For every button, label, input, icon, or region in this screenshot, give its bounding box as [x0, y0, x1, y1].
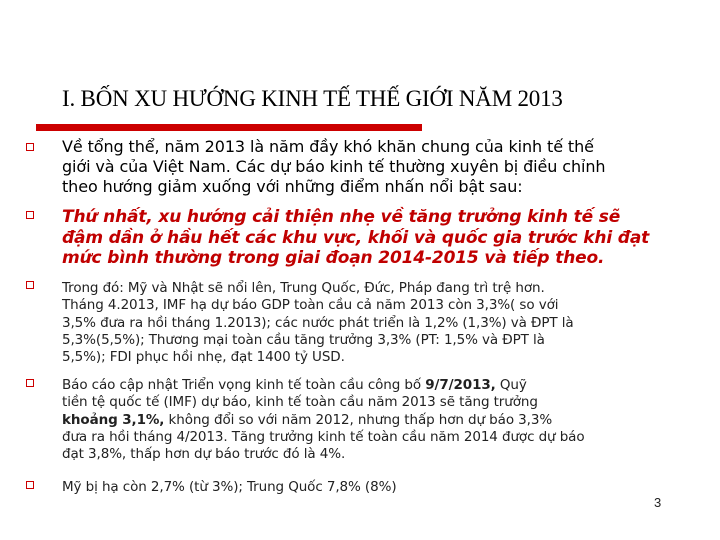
bullet-text-imf-update-july — [62, 377, 702, 463]
text-line: giới và của Việt Nam. Các dự báo kinh tế thường xuyên bị điều chỉnh — [62, 157, 606, 176]
text-line: Về tổng thể, năm 2013 là năm đầy khó khăn chung của kinh tế thế — [62, 137, 594, 156]
bullet-text-us-china — [62, 479, 702, 496]
bullet-square-icon — [26, 281, 34, 289]
text-run-bold: khoảng 3,1%, — [62, 411, 165, 428]
text-line: mức bình thường trong giai đoạn 2014-2015 và tiếp theo. — [62, 248, 605, 268]
bullet-square-icon — [26, 379, 34, 387]
bullet-square-icon — [26, 481, 34, 489]
text-run: Quỹ — [495, 377, 527, 393]
text-line: đưa ra hồi tháng 4/2013. Tăng trưởng kinh tế toàn cầu năm 2014 được dự báo — [62, 428, 585, 445]
text-line: Trong đó: Mỹ và Nhật sẽ nổi lên, Trung Quốc, Đức, Pháp đang trì trệ hơn. — [62, 280, 545, 296]
text-line — [62, 377, 702, 394]
text-line: tiền tệ quốc tế (IMF) dự báo, kinh tế toàn cầu năm 2013 sẽ tăng trưởng — [62, 394, 538, 411]
bullet-text-overview — [62, 137, 702, 197]
slide-title: I. BỐN XU HƯỚNG KINH TẾ THẾ GIỚI NĂM 2013 — [62, 86, 563, 111]
text-line: đạt 3,8%, thấp hơn dự báo trước đó là 4%. — [62, 446, 346, 463]
bullet-text-imf-forecast-april — [62, 280, 702, 366]
text-line: theo hướng giảm xuống với những điểm nhấn nổi bật sau: — [62, 177, 523, 196]
text-line: Tháng 4.2013, IMF hạ dự báo GDP toàn cầu cả năm 2013 còn 3,3%( so với — [62, 297, 559, 314]
text-line: Thứ nhất, xu hướng cải thiện nhẹ về tăng trưởng kinh tế sẽ — [62, 207, 621, 227]
text-run-bold: 9/7/2013, — [425, 377, 496, 393]
page-number: 3 — [654, 495, 662, 510]
text-line: 3,5% đưa ra hồi tháng 1.2013); các nước phát triển là 1,2% (1,3%) và ĐPT là — [62, 314, 574, 331]
title-underline — [36, 124, 422, 131]
text-line: 5,3%(5,5%); Thương mại toàn cầu tăng trưởng 3,3% (PT: 1,5% và ĐPT là — [62, 331, 545, 348]
text-line: đậm dần ở hầu hết các khu vực, khối và quốc gia trước khi đạt — [62, 227, 650, 248]
bullet-text-trend-one — [62, 207, 702, 269]
bullet-square-icon — [26, 143, 34, 151]
text-line — [62, 412, 702, 429]
text-line: 5,5%); FDI phục hồi nhẹ, đạt 1400 tỷ USD. — [62, 349, 345, 366]
text-run: không đổi so với năm 2012, nhưng thấp hơn dự báo 3,3% — [164, 411, 553, 428]
bullet-square-icon — [26, 211, 34, 219]
text-run: Báo cáo cập nhật Triển vọng kinh tế toàn cầu công bố — [62, 377, 426, 393]
text-line: Mỹ bị hạ còn 2,7% (từ 3%); Trung Quốc 7,8% (8%) — [62, 479, 397, 495]
